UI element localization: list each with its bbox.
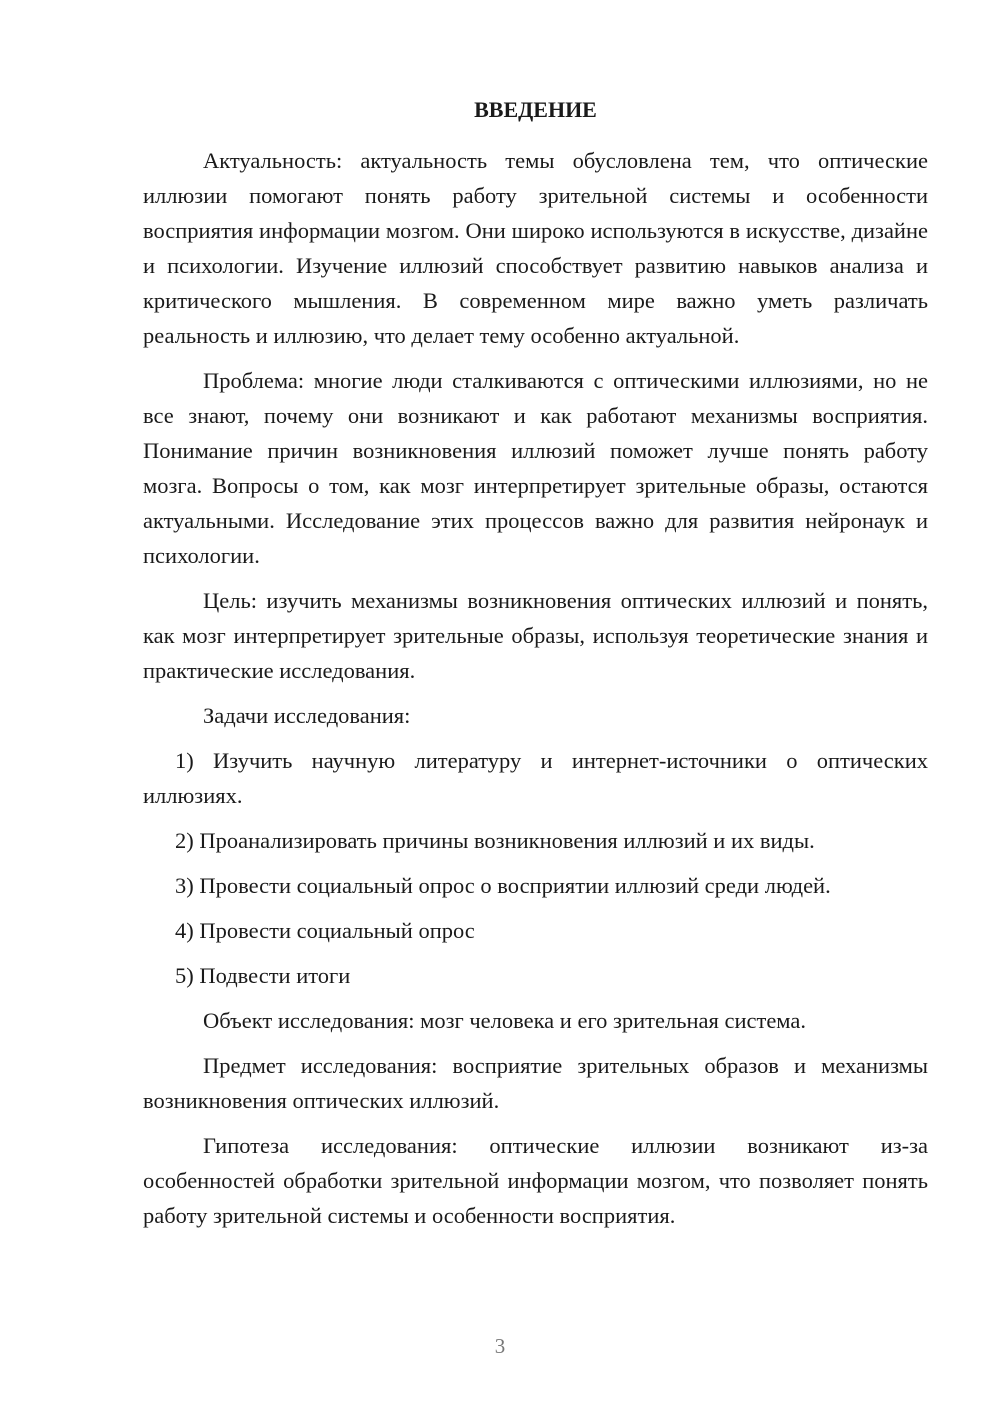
- task-item-4: 4) Провести социальный опрос: [175, 918, 475, 943]
- goal-paragraph: Цель: изучить механизмы возникновения оптических иллюзий и понять, как мозг интерпретирует зрительные образы, используя теоретические знания и практические исследования.: [143, 588, 928, 683]
- task-item-1: 1) Изучить научную литературу и интернет-источники о оптических иллюзиях.: [143, 748, 928, 808]
- page-content: [143, 92, 928, 1243]
- tasks-title: Задачи исследования:: [203, 703, 411, 728]
- problem-paragraph: Проблема: многие люди сталкиваются с оптическими иллюзиями, но не все знают, почему они возникают и как работают механизмы восприятия. Понимание причин возникновения иллюзий поможет лучше понять работу мозга. Вопросы о том, как мозг интерпретирует зрительные образы, остаются актуальными. Исследование этих процессов важно для развития нейронаук и психологии.: [143, 368, 928, 568]
- page-number: 3: [494, 1334, 506, 1358]
- task-item-3: 3) Провести социальный опрос о восприятии иллюзий среди людей.: [175, 873, 831, 898]
- hypothesis-paragraph: Гипотеза исследования: оптические иллюзии возникают из-за особенностей обработки зрительной информации мозгом, что позволяет понять работу зрительной системы и особенности восприятия.: [143, 1133, 928, 1228]
- subject-paragraph: Предмет исследования: восприятие зрительных образов и механизмы возникновения оптических иллюзий.: [143, 1053, 928, 1113]
- task-item-5: 5) Подвести итоги: [175, 963, 351, 988]
- task-item-2: 2) Проанализировать причины возникновения иллюзий и их виды.: [175, 828, 815, 853]
- page-title: ВВЕДЕНИЕ: [474, 97, 597, 122]
- object-paragraph: Объект исследования: мозг человека и его зрительная система.: [203, 1008, 807, 1033]
- relevance-paragraph: Актуальность: актуальность темы обусловлена тем, что оптические иллюзии помогают понять работу зрительной системы и особенности восприятия информации мозгом. Они широко используются в искусстве, дизайне и психологии. Изучение иллюзий способствует развитию навыков анализа и критического мышления. В современном мире важно уметь различать реальность и иллюзию, что делает тему особенно актуальной.: [143, 148, 928, 348]
